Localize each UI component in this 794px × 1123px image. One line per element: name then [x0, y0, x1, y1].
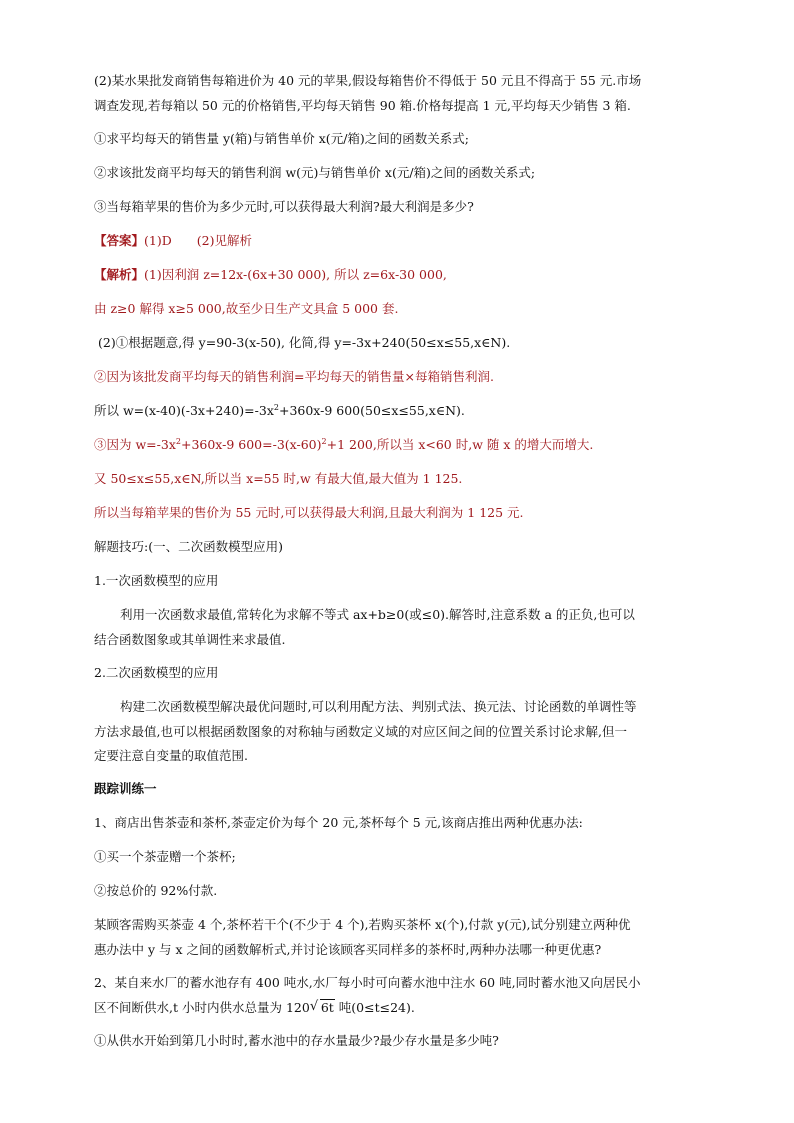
analysis-line-5-b: +360x-9 600(50≤x≤55,x∈N). — [278, 403, 465, 418]
tips-heading: 解题技巧:(一、二次函数模型应用) — [94, 539, 283, 554]
analysis-line-4: ②因为该批发商平均每天的销售利润=平均每天的销售量×每箱销售利润. — [94, 369, 494, 384]
answer-line — [94, 233, 252, 249]
tips-section-1-line-1: 利用一次函数求最值,常转化为求解不等式 ax+b≥0(或≤0).解答时,注意系数 a 的正负,也可以 — [120, 607, 635, 622]
answer-label: 【答案】 — [94, 233, 145, 248]
tips-section-2-line-1: 构建二次函数模型解决最优问题时,可以利用配方法、判别式法、换元法、讨论函数的单调性等 — [120, 699, 637, 714]
analysis-line-6-sup2: 2 — [321, 436, 327, 446]
analysis-line-5 — [94, 403, 465, 419]
sqrt-radicand: 6t — [320, 1000, 334, 1015]
analysis-line-6-b: +360x-9 600=-3(x-60) — [180, 437, 322, 452]
analysis-line-3: (2)①根据题意,得 y=90-3(x-50), 化简,得 y=-3x+240(50≤x≤55,x∈N). — [98, 335, 511, 350]
practice-heading: 跟踪训练一 — [94, 781, 157, 796]
practice-1-option-1: ①买一个茶壶赠一个茶杯; — [94, 849, 236, 864]
practice-2-line-2 — [94, 1000, 415, 1016]
answer-text: (1)D (2)见解析 — [144, 233, 252, 248]
analysis-line-6-sup1: 2 — [175, 436, 181, 446]
tips-section-1-line-2: 结合函数图象或其单调性来求最值. — [94, 632, 286, 647]
analysis-line-6 — [94, 437, 593, 453]
analysis-line-6-c: +1 200,所以当 x<60 时,w 随 x 的增大而增大. — [326, 437, 594, 452]
analysis-line-7: 又 50≤x≤55,x∈N,所以当 x=55 时,w 有最大值,最大值为 1 125. — [94, 471, 463, 486]
analysis-label: 【解析】 — [94, 267, 145, 282]
practice-1-option-2: ②按总价的 92%付款. — [94, 883, 218, 898]
question-1: ①求平均每天的销售量 y(箱)与销售单价 x(元/箱)之间的函数关系式; — [94, 131, 469, 146]
analysis-text-1: (1)因利润 z=12x-(6x+30 000), 所以 z=6x-30 000, — [144, 267, 447, 282]
analysis-line-5-sup: 2 — [273, 402, 279, 412]
tips-section-2-line-2: 方法求最值,也可以根据函数图象的对称轴与函数定义域的对应区间之间的位置关系讨论求解,但一 — [94, 724, 627, 739]
analysis-line-2: 由 z≥0 解得 x≥5 000,故至少日生产文具盒 5 000 套. — [94, 301, 399, 316]
question-2: ②求该批发商平均每天的销售利润 w(元)与销售单价 x(元/箱)之间的函数关系式; — [94, 165, 536, 180]
tips-section-1-title: 1.一次函数模型的应用 — [94, 573, 219, 588]
practice-2-line-2-b: 吨(0≤t≤24). — [334, 1000, 415, 1015]
problem-intro-line-2: 调查发现,若每箱以 50 元的价格销售,平均每天销售 90 箱.价格每提高 1 元,平均每天少销售 3 箱. — [94, 98, 631, 113]
tips-section-2-line-3: 定要注意自变量的取值范围. — [94, 748, 248, 763]
question-3: ③当每箱苹果的售价为多少元时,可以获得最大利润?最大利润是多少? — [94, 199, 474, 214]
analysis-line-8: 所以当每箱苹果的售价为 55 元时,可以获得最大利润,且最大利润为 1 125 元. — [94, 505, 524, 520]
practice-1-line-1: 1、商店出售茶壶和茶杯,茶壶定价为每个 20 元,茶杯每个 5 元,该商店推出两种优惠办法: — [94, 815, 583, 830]
sqrt-symbol — [310, 1000, 335, 1016]
analysis-line-1 — [94, 267, 447, 283]
problem-intro-line-1: (2)某水果批发商销售每箱进价为 40 元的苹果,假设每箱售价不得低于 50 元且不得高于 55 元.市场 — [94, 73, 642, 88]
practice-1-line-2: 某顾客需购买茶壶 4 个,茶杯若干个(不少于 4 个),若购买茶杯 x(个),付款 y(元),试分别建立两种优 — [94, 917, 631, 932]
practice-2-line-1: 2、某自来水厂的蓄水池存有 400 吨水,水厂每小时可向蓄水池中注水 60 吨,同时蓄水池又向居民小 — [94, 975, 641, 990]
analysis-line-5-a: 所以 w=(x-40)(-3x+240)=-3x — [94, 403, 274, 418]
practice-2-line-2-a: 区不间断供水,t 小时内供水总量为 120 — [94, 1000, 310, 1015]
practice-2-question-1: ①从供水开始到第几小时时,蓄水池中的存水量最少?最少存水量是多少吨? — [94, 1033, 499, 1048]
practice-1-line-3: 惠办法中 y 与 x 之间的函数解析式,并讨论该顾客买同样多的茶杯时,两种办法哪一种更优惠? — [94, 942, 602, 957]
analysis-line-6-a: ③因为 w=-3x — [94, 437, 176, 452]
tips-section-2-title: 2.二次函数模型的应用 — [94, 665, 219, 680]
